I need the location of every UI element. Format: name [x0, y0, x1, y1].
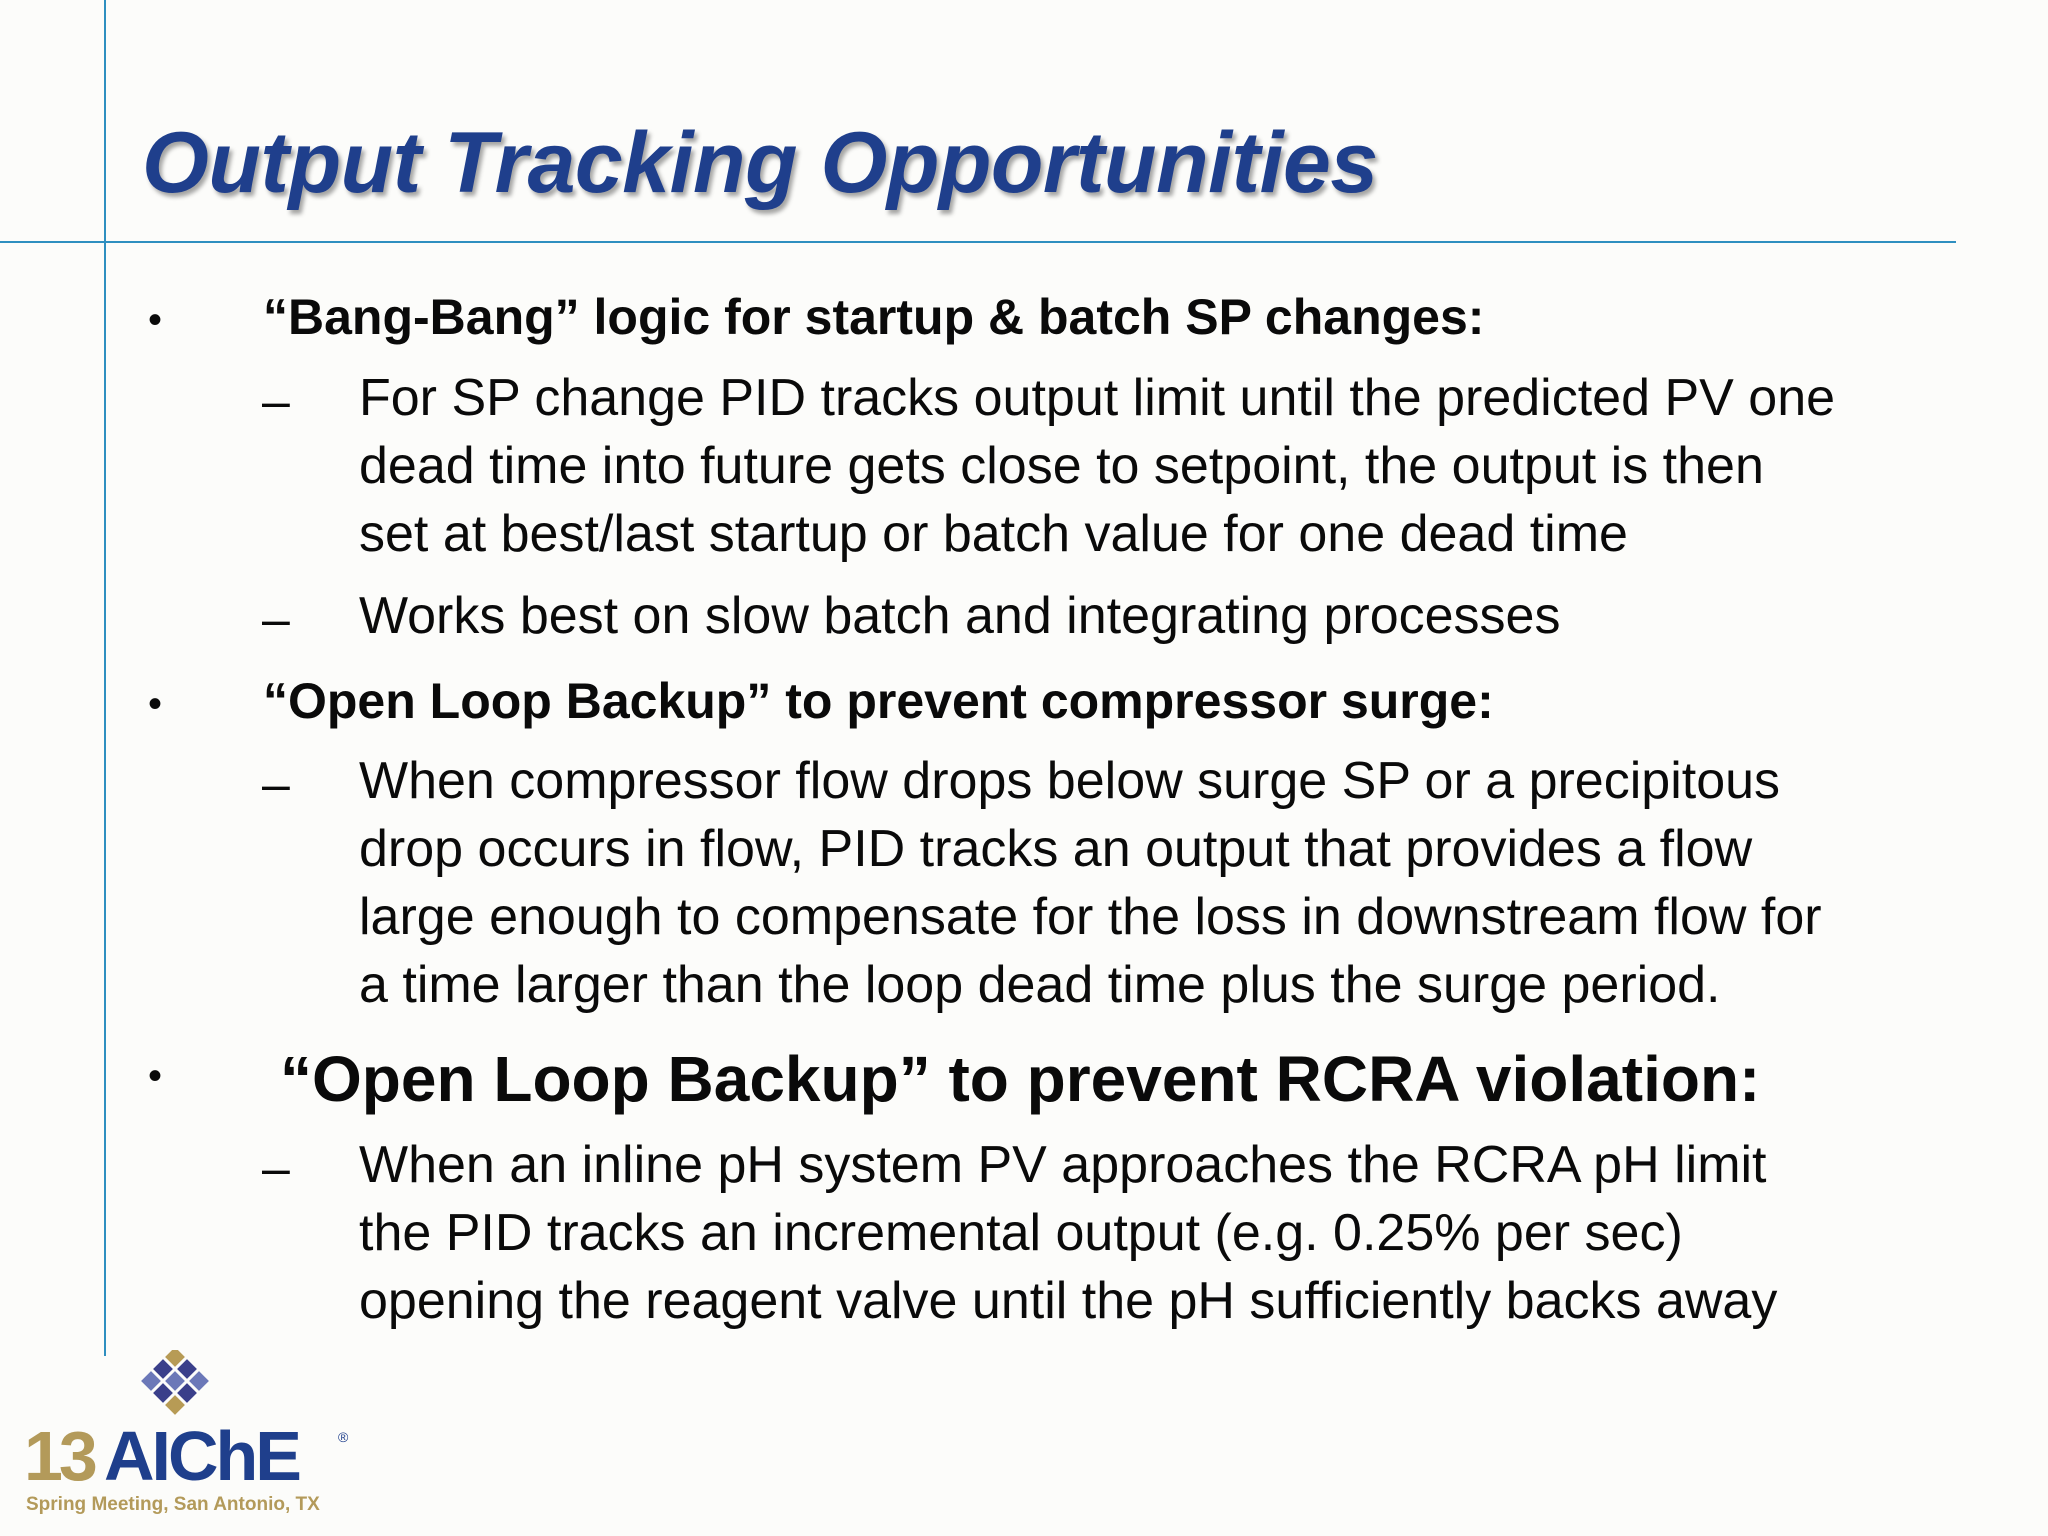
aiche-logo: [20, 1350, 360, 1520]
logo-number: 13: [24, 1417, 94, 1495]
logo-registered-mark: ®: [338, 1429, 349, 1445]
sub-item-line: When an inline pH system PV approaches the RCRA pH limit: [359, 1136, 1767, 1194]
sub-item-line: For SP change PID tracks output limit until the predicted PV one: [359, 369, 1836, 427]
sub-item-line: When compressor flow drops below surge SP or a precipitous: [359, 752, 1781, 810]
sub-item-line: the PID tracks an incremental output (e.g. 0.25% per sec): [359, 1204, 1683, 1262]
logo-name: AIChE: [104, 1417, 299, 1495]
diamond-cluster-icon: [141, 1350, 209, 1415]
dash-marker: –: [262, 373, 290, 429]
dash-marker: –: [262, 756, 290, 812]
bullet-marker: •: [148, 682, 163, 726]
bullet-marker: •: [148, 298, 163, 342]
bullet-marker: •: [148, 1054, 163, 1098]
bullet-heading: “Open Loop Backup” to prevent compressor surge:: [263, 673, 1494, 729]
sub-item-line: large enough to compensate for the loss in downstream flow for: [359, 888, 1822, 946]
sub-item-line: opening the reagent valve until the pH sufficiently backs away: [359, 1272, 1778, 1330]
vertical-rule: [104, 0, 106, 1356]
sub-item-line: set at best/last startup or batch value for one dead time: [359, 505, 1628, 563]
sub-item-line: a time larger than the loop dead time plus the surge period.: [359, 956, 1721, 1014]
dash-marker: –: [262, 1140, 290, 1196]
bullet-heading: “Open Loop Backup” to prevent RCRA violation:: [280, 1043, 1761, 1115]
slide-title: Output Tracking Opportunities: [142, 115, 1378, 211]
horizontal-rule: [0, 241, 1956, 243]
logo-tagline: Spring Meeting, San Antonio, TX: [26, 1494, 320, 1515]
sub-item-line: dead time into future gets close to setpoint, the output is then: [359, 437, 1764, 495]
sub-item-line: drop occurs in flow, PID tracks an output that provides a flow: [359, 820, 1753, 878]
bullet-heading: “Bang-Bang” logic for startup & batch SP changes:: [263, 289, 1485, 345]
dash-marker: –: [262, 591, 290, 647]
aiche-logo-graphic: [20, 1350, 360, 1520]
sub-item-line: Works best on slow batch and integrating processes: [359, 587, 1561, 645]
